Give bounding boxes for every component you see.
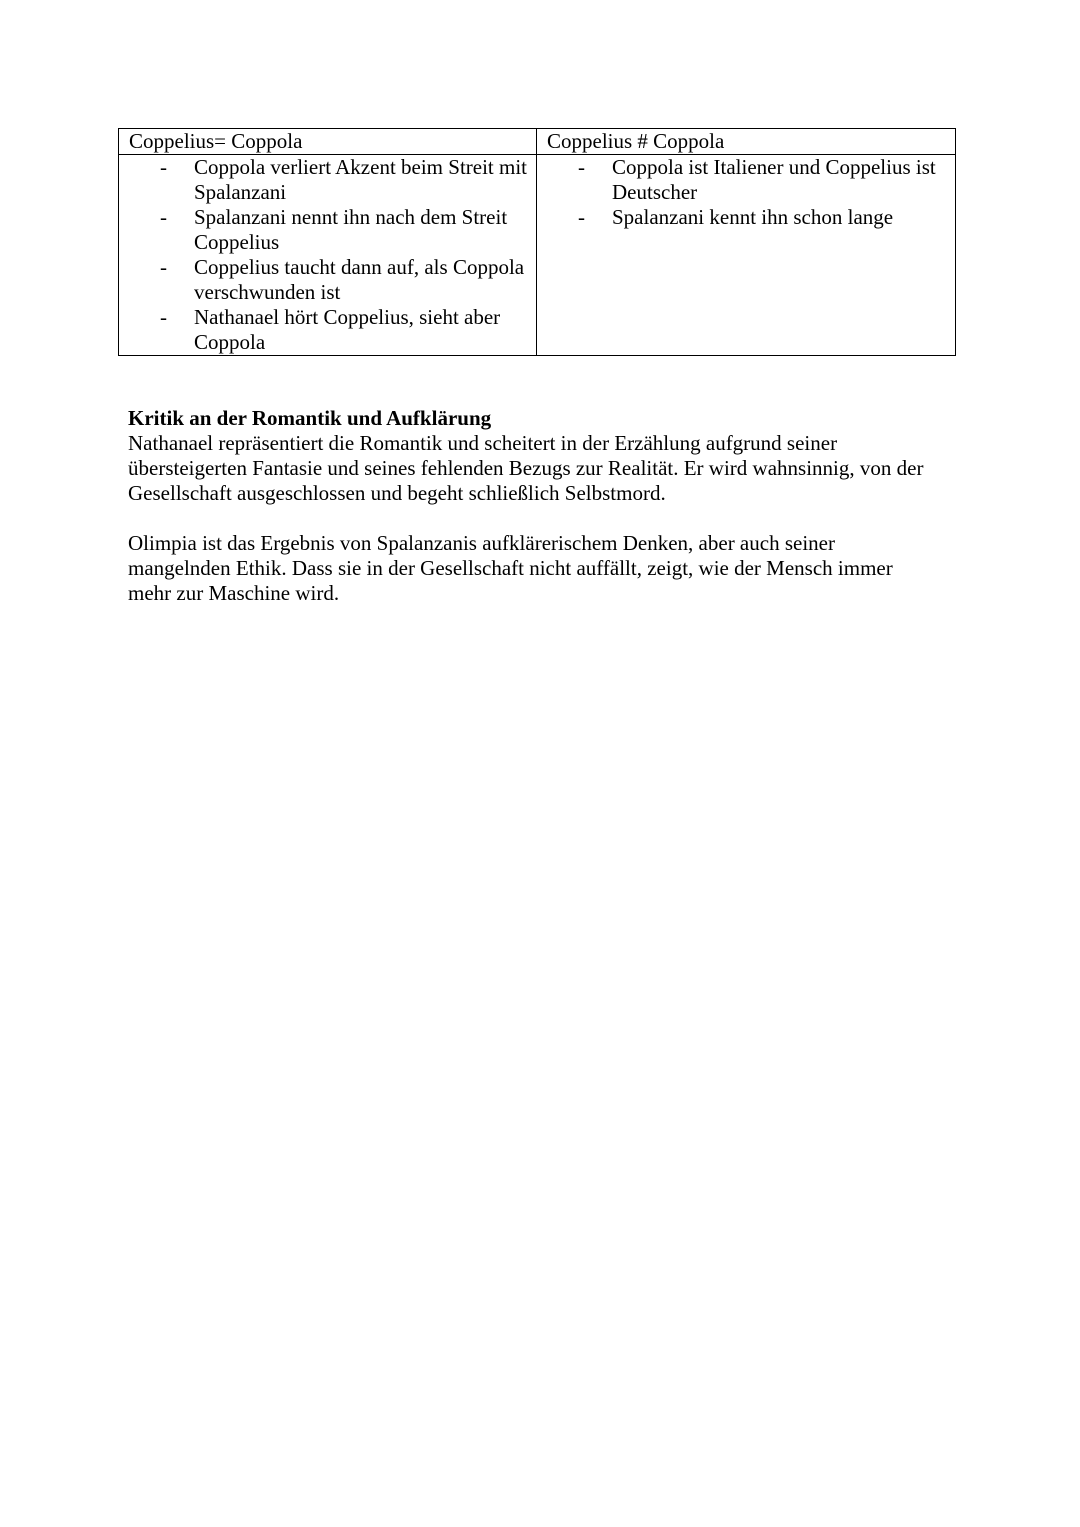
list-item-text: Spalanzani kennt ihn schon lange: [612, 205, 894, 229]
list-item-text: Coppola verliert Akzent beim Streit mit Spalanzani: [194, 155, 528, 204]
list-item: [547, 155, 955, 205]
different-list: [547, 155, 955, 230]
bullet-dash: -: [160, 255, 167, 279]
bullet-dash: -: [160, 305, 167, 329]
bullet-dash: -: [578, 205, 585, 229]
list-item-text: Nathanael hört Coppelius, sieht aber Coppola: [194, 305, 501, 354]
section-heading: Kritik an der Romantik und Aufklärung: [128, 406, 492, 430]
paragraph-nathanael: Nathanael repräsentiert die Romantik und scheitert in der Erzählung aufgrund seiner übersteigerten Fantasie und seines fehlenden Bezugs zur Realität. Er wird wahnsinnig, von der Gesellschaft ausgeschlossen und begeht schließlich Selbstmord.: [128, 431, 924, 505]
different-cell: [537, 155, 956, 356]
list-item-text: Coppelius taucht dann auf, als Coppola verschwunden ist: [194, 255, 525, 304]
same-cell: [119, 155, 537, 356]
table-row: [119, 155, 956, 356]
list-item: [129, 155, 536, 205]
list-item-text: Spalanzani nennt ihn nach dem Streit Coppelius: [194, 205, 508, 254]
list-item: [547, 205, 955, 230]
table-header-row: [119, 129, 956, 155]
bullet-dash: -: [578, 155, 585, 179]
header-cell-different: Coppelius # Coppola: [537, 129, 956, 155]
comparison-table: [118, 128, 956, 356]
list-item: [129, 305, 536, 355]
header-cell-same: Coppelius= Coppola: [119, 129, 537, 155]
paragraph-olimpia: Olimpia ist das Ergebnis von Spalanzanis aufklärerischem Denken, aber auch seiner mangelnden Ethik. Dass sie in der Gesellschaft nicht auffällt, zeigt, wie der Mensch immer mehr zur Maschine wird.: [128, 531, 893, 605]
same-list: [129, 155, 536, 355]
critique-section: [128, 406, 938, 606]
bullet-dash: -: [160, 205, 167, 229]
list-item: [129, 255, 536, 305]
list-item: [129, 205, 536, 255]
list-item-text: Coppola ist Italiener und Coppelius ist Deutscher: [612, 155, 936, 204]
bullet-dash: -: [160, 155, 167, 179]
